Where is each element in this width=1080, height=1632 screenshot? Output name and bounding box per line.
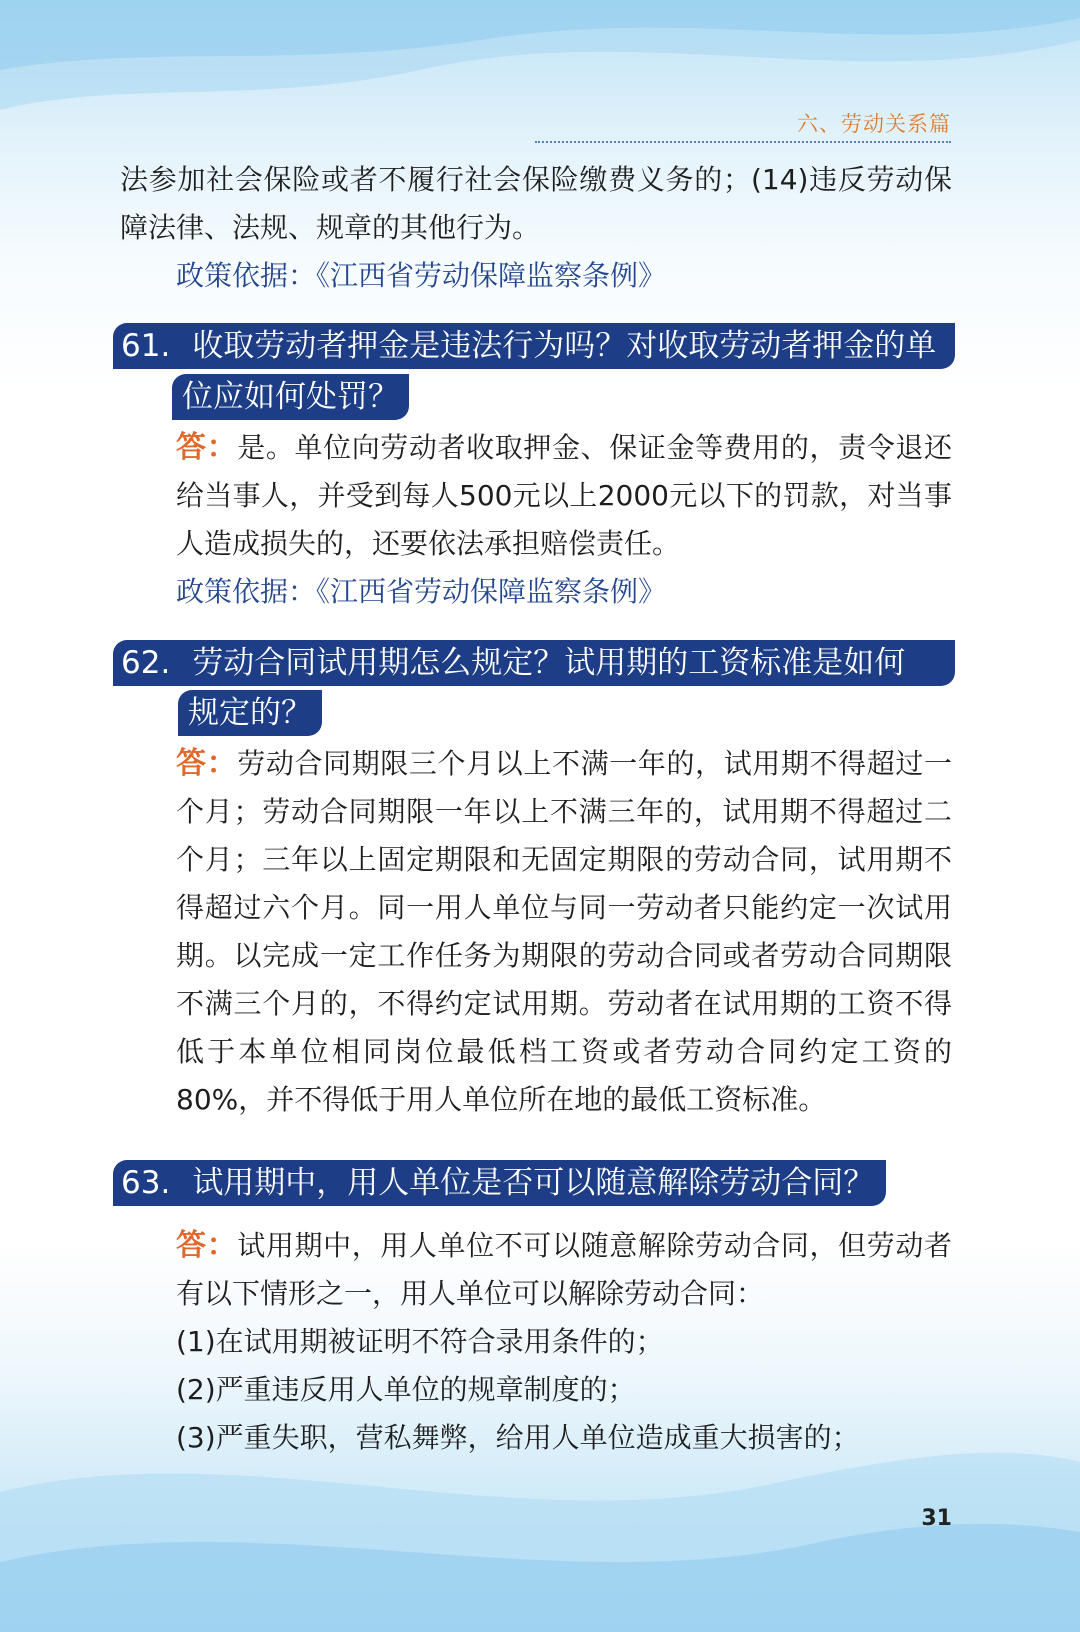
answer-63-item: (2)严重违反用人单位的规章制度的；: [176, 1373, 636, 1406]
answer-63-text: 试用期中，用人单位不可以随意解除劳动合同，但劳动者有以下情形之一，用人单位可以解除劳动合同：: [176, 1229, 952, 1310]
question-61-number: 61.: [121, 328, 171, 364]
intro-policy-basis: 政策依据：《江西省劳动保障监察条例》: [176, 259, 667, 292]
answer-61-label: 答：: [176, 430, 238, 465]
question-61-title-line2: 位应如何处罚？: [182, 379, 399, 415]
question-61-title-line1: 收取劳动者押金是违法行为吗？对收取劳动者押金的单: [192, 328, 937, 364]
header-dotted-rule: [535, 141, 951, 143]
question-63-number: 63.: [121, 1165, 171, 1201]
question-62-title-line1: 劳动合同试用期怎么规定？试用期的工资标准是如何: [192, 645, 906, 681]
question-62-line2: [178, 690, 322, 736]
question-61-line2: [172, 374, 409, 420]
question-62-title-line2: 规定的？: [188, 695, 312, 731]
intro-paragraph: 法参加社会保险或者不履行社会保险缴费义务的；(14)违反劳动保障法律、法规、规章的其他行为。: [120, 163, 952, 244]
answer-62: [120, 740, 952, 1124]
section-header: 六、劳动关系篇: [797, 112, 951, 136]
answer-63-item: (1)在试用期被证明不符合录用条件的；: [176, 1325, 664, 1358]
answer-61-policy-basis: 政策依据：《江西省劳动保障监察条例》: [176, 575, 667, 608]
answer-63-item: (3)严重失职，营私舞弊，给用人单位造成重大损害的；: [176, 1421, 860, 1454]
answer-61-text: 是。单位向劳动者收取押金、保证金等费用的，责令退还给当事人，并受到每人500元以上2000元以下的罚款，对当事人造成损失的，还要依法承担赔偿责任。: [176, 431, 952, 560]
question-62-line1: [113, 640, 955, 686]
question-63-title-line1: 试用期中，用人单位是否可以随意解除劳动合同？: [192, 1165, 875, 1201]
top-wave-decoration: [0, 0, 1080, 170]
answer-62-text: 劳动合同期限三个月以上不满一年的，试用期不得超过一个月；劳动合同期限一年以上不满三年的，试用期不得超过二个月；三年以上固定期限和无固定期限的劳动合同，试用期不得超过六个月。同一用人单位与同一劳动者只能约定一次试用期。以完成一定工作任务为期限的劳动合同或者劳动合同期限不满三个月的，不得约定试用期。劳动者在试用期的工资不得低于本单位相同岗位最低档工资或者劳动合同约定工资的80%，并不得低于用人单位所在地的最低工资标准。: [176, 747, 952, 1116]
answer-63: [120, 1222, 952, 1318]
question-61-line1: [113, 323, 955, 369]
page-number: 31: [921, 1506, 952, 1531]
question-63-line1: [113, 1160, 886, 1206]
answer-61: [120, 424, 952, 568]
answer-63-label: 答：: [176, 1228, 238, 1263]
question-62-number: 62.: [121, 645, 171, 681]
answer-62-label: 答：: [176, 746, 238, 781]
